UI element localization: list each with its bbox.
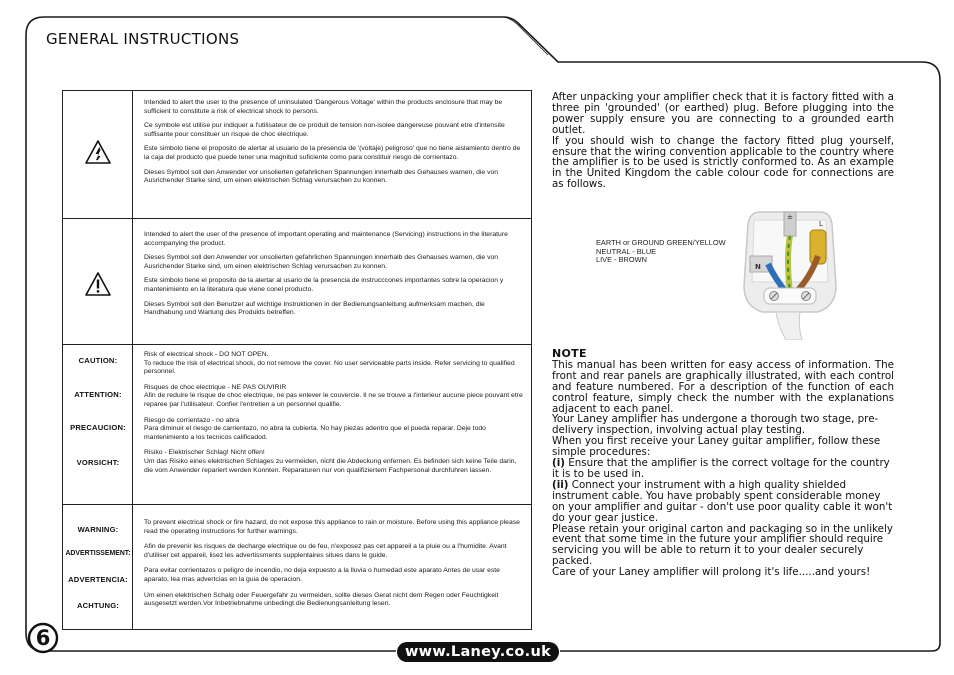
advertencia-label: ADVERTENCIA: — [68, 575, 128, 584]
note-paragraph-2: Your Laney amplifier has undergone a thorough two stage, pre-delivery inspection, involving actual play testing. — [552, 413, 879, 437]
pin-label-live: L — [819, 220, 823, 228]
pin-label-earth: ± — [787, 213, 793, 221]
warning-text-en: To prevent electrical shock or fire hazard, do not expose this appliance to rain or moisture. Before using this appliance please read the operating instructions for further warnings. — [144, 519, 520, 535]
note-paragraph-1: This manual has been written for easy access of information. The front and rear panels are graphically illustrated, with each control and feature numbered. For a description of the function of each control feature, simply check the number with the explanations adjacent to each panel. — [552, 358, 894, 415]
note-step-1: (i) Ensure that the amplifier is the correct voltage for the country it is to be used in. — [552, 457, 890, 480]
note-section — [552, 349, 894, 578]
warning-text-de: Um einen elektrischen Schalg oder Feuergefahr zu vermeiden, sollte dieses Gerat nicht dem Regen oder Feuchtigkeit ausgesetzt werden.Vor Inbetriebnahme unbedingt die Bedienungsanleitung lesen. — [144, 591, 499, 608]
exclamation-text-de: Dieses Symbol soll den Anwender vor unsolierten gefahrlichen Spannungen innerhalb des Gehauses warnen, die von Ausrichender Starke sind, um einen elektrischen Schlag verursachen zu konnen. — [144, 254, 499, 270]
page-title: GENERAL INSTRUCTIONS — [46, 30, 240, 48]
exclamation-text-es: Este simbolo tiene el proposito de la alertar al usario de la presencia de instrucccones importantes sobre la operacion y mantenimiento en la literatura que viene conel producto. — [144, 277, 504, 293]
intro-section — [552, 92, 894, 190]
note-closing-1: Please retain your original carton and packaging so in the unlikely event that some time in the future your amplifier should require servicing you will be able to return it to your dealer securely packed. — [552, 522, 893, 568]
note-step-2: (ii) Connect your instrument with a high quality shielded instrument cable. You have probably spent considerable money on your amplifier and guitar - don't use poor quality cable it won't do your gear justice. — [552, 478, 893, 524]
warning-row — [63, 505, 531, 629]
warning-text-fr: Afin de prevenir les risques de decharge electrique ou de feu, n'exposez pas cet appareil a la pluie ou a l'humidite. Avant d'utiliser cet appareil, lisez les advertissments supplentaires situes dans le guide. — [144, 543, 507, 559]
note-paragraph-3: When you first receive your Laney guitar amplifier, follow these simple procedures: — [552, 435, 881, 459]
legend-neutral: NEUTRAL - BLUE — [596, 246, 657, 256]
electrical-text-fr: Ce symbole est utilise pur indiquer a l'utilisateur de ce produit de tension non-isolee dangereuse pouvant etre d'intensite suffisante pour constituer un risque de choc electrique. — [144, 122, 505, 138]
lightning-triangle-icon — [84, 139, 112, 165]
electrical-text-es: Este simbolo tiene el proposito de alertar al usuario de la presencia de '(voltaje) peligroso' que no tiene aislamiento dentro de la caja del producto que puede tener una magnitud suficiente como para constituir riesgo de corrientazo. — [144, 145, 521, 161]
legend-live: LIVE - BROWN — [596, 255, 647, 265]
note-closing-2: Care of your Laney amplifier will prolong it's life.....and yours! — [552, 566, 871, 579]
electrical-text-en: Intended to alert the user to the presence of uninsulated 'Dangerous Voltage' within the products enclosure that may be sufficient to constitute a risk of electrical shock to persons. — [144, 99, 503, 115]
caution-text: Risk of electrical shock - DO NOT OPEN. To reduce the risk of electrical shock, do not remove the cover. No user serviceable parts inside. Refer servicing to qualified personnel. — [144, 351, 515, 376]
precaucion-label: PRECAUCION: — [70, 423, 126, 432]
safety-table — [62, 90, 532, 630]
attention-label: ATTENTION: — [74, 390, 122, 399]
precaucion-text: Riesgo de corrientazo - no abra Para diminuir el riesgo de carrientazo, no abra la cubierta. No hay piezas adentro que el pueda reparar. Deje todo mantenimiento a los tecnicos calificadod. — [144, 416, 486, 441]
note-heading: NOTE — [552, 347, 587, 360]
electrical-symbol-row — [63, 91, 531, 219]
website-url[interactable]: www.Laney.co.uk — [397, 642, 559, 662]
page-number: 6 — [35, 626, 51, 650]
pin-label-neutral: N — [755, 263, 761, 271]
caution-label: CAUTION: — [78, 356, 118, 365]
achtung-label: ACHTUNG: — [76, 601, 120, 610]
caution-row — [63, 345, 531, 505]
attention-text: Risques de choc electrique - NE PAS OUVIRIR Afin de reduire le risque de choc electrique, ne pas enlever le couvercle. Il ne se trouve a l'interieur aucune piece pouvant etre reparee par l'utilisateur. Confier l'entretien a un personnel qualifie. — [144, 383, 523, 408]
intro-paragraph-1: After unpacking your amplifier check that it is factory fitted with a three pin 'grounded' (or earthed) plug. Before plugging into the power supply ensure you are connecting to a grounded earth outlet. — [552, 91, 894, 136]
warning-label: WARNING: — [77, 525, 119, 534]
exclamation-text-en: Intended to alert the user of the presence of important operating and maintenance (Servicing) instructions in the literature accompanying the product. — [144, 231, 508, 247]
uk-plug-wiring-illustration — [740, 208, 840, 340]
vorsicht-text: Risiko - Elektrischer Schlag! Nicht offen! Um das Risiko eines elektrischen Schlages zu vermeiden, nicht die Abdeckung enfernen. Es befinden sich keine Teile darin, die vom Anwender repariert werden Konnten. Reparaturen nur von qualifiziertem Fachpersonal durchfuhren lassen. — [144, 449, 517, 474]
advertissement-label: ADVERTISSEMENT: — [65, 550, 131, 557]
exclamation-text-de2: Dieses Symbol soll den Benutzer auf wichtige Instruktionen in der Bedienungsanleitung aufmerksam machen, die Handhabung und Wartung des Produkts betreffen. — [144, 300, 485, 317]
electrical-text-de: Dieses Symbol soll den Anwender vor unsolierten gefahrlichen Spannungen innerhalb des Gehauses warnen, die von Ausrichender Starke sind, um einen elektrischen Schlag verursachen zu konnen. — [144, 168, 499, 185]
exclamation-symbol-row — [63, 219, 531, 345]
intro-paragraph-2: If you should wish to change the factory fitted plug yourself, ensure that the wiring convention applicable to the country where the amplifier is to be used is strictly conformed to. As an example in the United Kingdom the cable colour code for connections are as follows. — [552, 134, 895, 191]
exclamation-triangle-icon — [84, 271, 112, 297]
legend-earth: EARTH or GROUND GREEN/YELLOW — [596, 238, 726, 247]
vorsicht-label: VORSICHT: — [76, 458, 120, 467]
plug-wiring-legend — [596, 239, 726, 265]
warning-text-es: Para evitar corrientazos o peligro de incendio, no deja expuesto a la lluvia o humedad este aparato Antes de usar este aparato, lea mas advertcias en la guia de operacion. — [144, 567, 500, 583]
